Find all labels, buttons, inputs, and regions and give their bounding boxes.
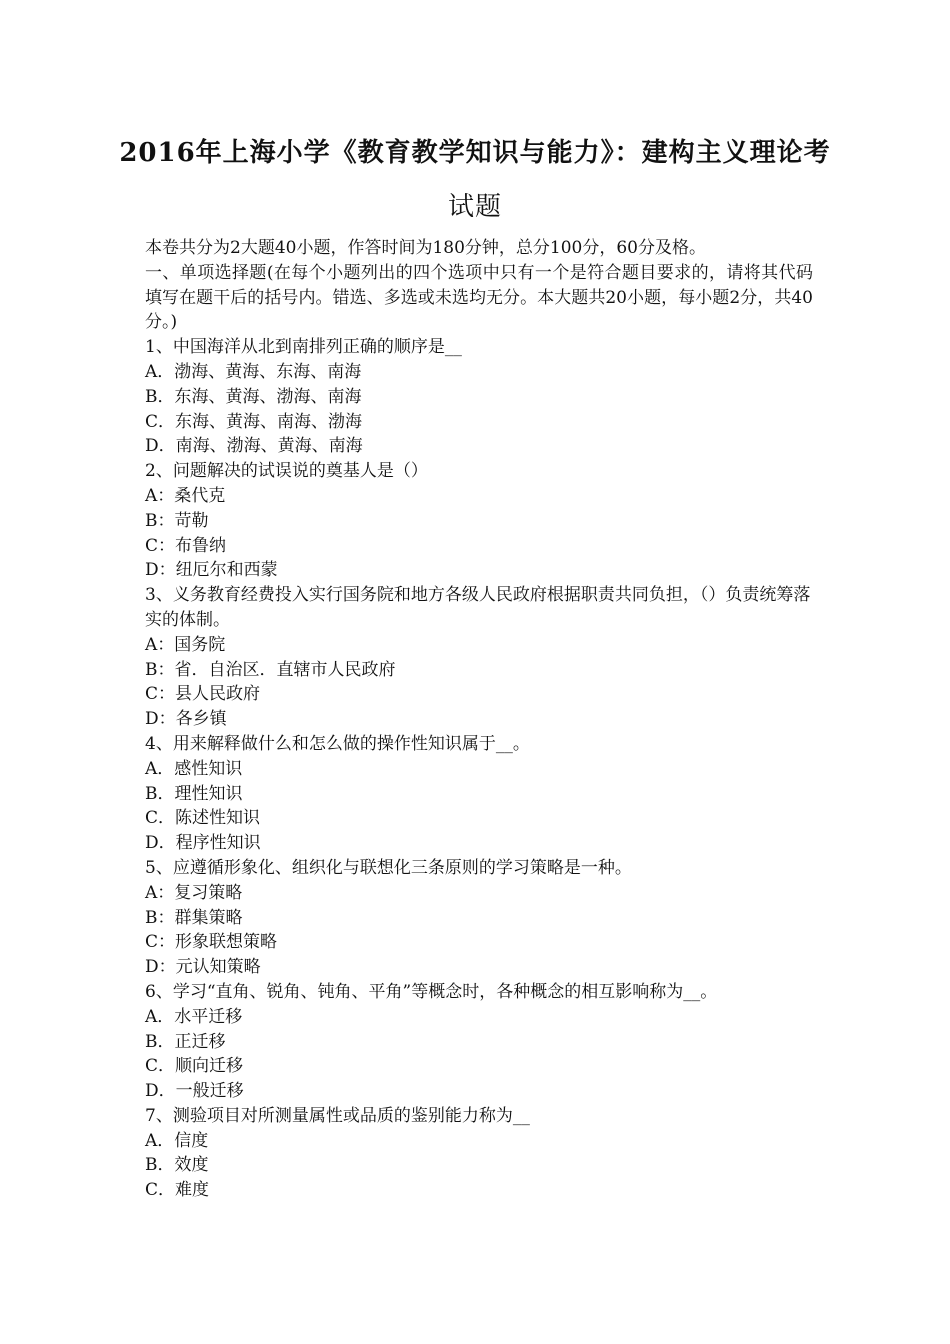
question-stem: 2、问题解决的试误说的奠基人是（）: [145, 461, 428, 482]
question-4: [145, 732, 813, 856]
document-body: [145, 236, 813, 1203]
option-a: A．水平迁移: [145, 1006, 243, 1027]
option-b: B：苛勒: [145, 510, 209, 531]
option-a: A．信度: [145, 1130, 209, 1151]
option-d: D：元认知策略: [145, 957, 261, 978]
option-b: B：群集策略: [145, 907, 243, 928]
option-a: A：复习策略: [145, 882, 243, 903]
question-stem: 4、用来解释做什么和怎么做的操作性知识属于__。: [145, 733, 530, 754]
option-d: D．南海、渤海、黄海、南海: [145, 436, 363, 457]
option-b: B．理性知识: [145, 783, 243, 804]
option-c: C：县人民政府: [145, 684, 261, 705]
option-d: D：纽厄尔和西蒙: [145, 560, 278, 581]
option-c: C．难度: [145, 1180, 210, 1201]
option-b: B：省．自治区．直辖市人民政府: [145, 659, 396, 680]
question-2: [145, 459, 813, 583]
question-5: [145, 856, 813, 980]
question-stem: 1、中国海洋从北到南排列正确的顺序是__: [145, 337, 462, 358]
exam-summary: 本卷共分为2大题40小题，作答时间为180分钟，总分100分，60分及格。: [145, 238, 706, 258]
question-1: [145, 335, 813, 459]
document-title-line2: 试题: [447, 192, 502, 222]
question-stem: 3、义务教育经费投入实行国务院和地方各级人民政府根据职责共同负担，（）负责统筹落实的体制。: [145, 585, 811, 630]
question-6: [145, 980, 813, 1104]
option-d: D．程序性知识: [145, 833, 261, 854]
option-d: D．一般迁移: [145, 1081, 244, 1102]
question-stem: 7、测验项目对所测量属性或品质的鉴别能力称为__: [145, 1105, 530, 1126]
option-c: C．东海、黄海、南海、渤海: [145, 411, 363, 432]
option-c: C．顺向迁移: [145, 1056, 244, 1077]
question-3: [145, 583, 813, 732]
option-b: B．正迁移: [145, 1031, 226, 1052]
option-c: C：布鲁纳: [145, 535, 227, 556]
option-a: A．渤海、黄海、东海、南海: [145, 361, 362, 382]
option-c: C：形象联想策略: [145, 932, 278, 953]
question-7: [145, 1104, 813, 1203]
option-b: B．效度: [145, 1155, 209, 1176]
option-a: A：国务院: [145, 634, 226, 655]
option-d: D：各乡镇: [145, 709, 227, 730]
section-instructions: 一、单项选择题(在每个小题列出的四个选项中只有一个是符合题目要求的，请将其代码填写在题干后的括号内。错选、多选或未选均无分。本大题共20小题，每小题2分，共40分。): [145, 262, 813, 333]
document-title-line1: 2016年上海小学《教育教学知识与能力》：建构主义理论考: [119, 138, 831, 168]
question-stem: 6、学习“直角、锐角、钝角、平角”等概念时，各种概念的相互影响称为__。: [145, 981, 718, 1002]
option-a: A．感性知识: [145, 758, 243, 779]
option-c: C．陈述性知识: [145, 808, 261, 829]
option-a: A：桑代克: [145, 485, 226, 506]
option-b: B．东海、黄海、渤海、南海: [145, 386, 362, 407]
question-stem: 5、应遵循形象化、组织化与联想化三条原则的学习策略是一种。: [145, 857, 632, 878]
